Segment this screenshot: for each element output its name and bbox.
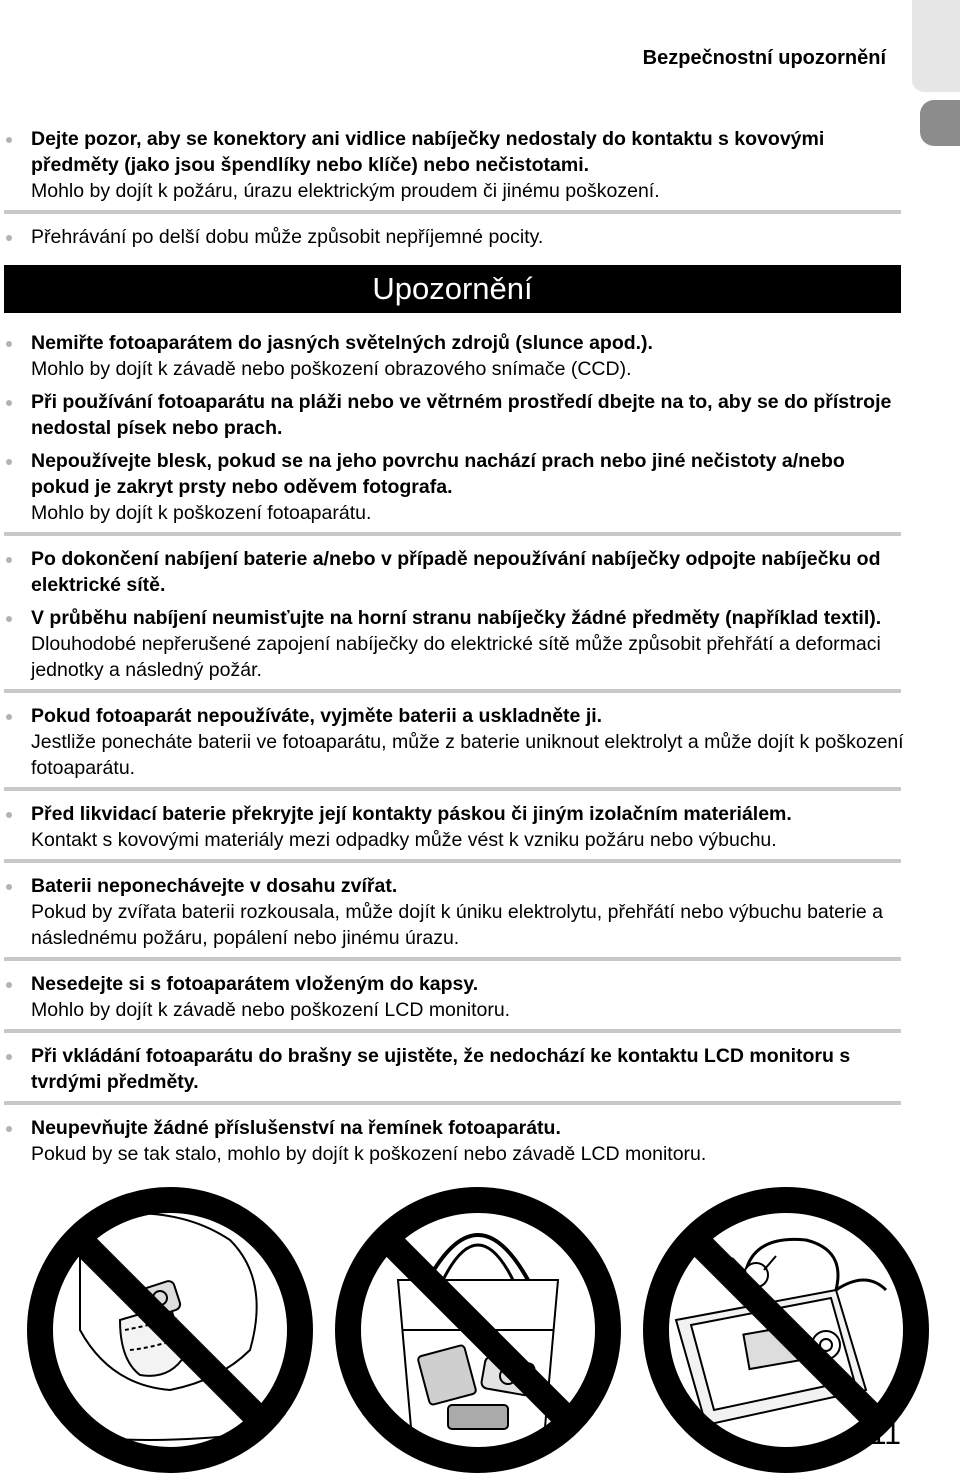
main-content	[0, 126, 905, 1167]
bullet-icon	[6, 1054, 12, 1060]
bullet-icon	[6, 616, 12, 622]
caution-item-light-sources	[0, 330, 905, 382]
item-bold-text: Nepoužívejte blesk, pokud se na jeho povrchu nachází prach nebo jiné nečistoty a/nebo pokud je zakryt prsty nebo oděvem fotografa.	[31, 450, 845, 498]
item-normal-text: Mohlo by dojít k požáru, úrazu elektrickým proudem či jinému poškození.	[31, 180, 660, 202]
item-bold-text: Po dokončení nabíjení baterie a/nebo v případě nepoužívání nabíječky odpojte nabíječku od elektrické sítě.	[31, 548, 881, 596]
item-bold-text: Nemiřte fotoaparátem do jasných světelných zdrojů (slunce apod.).	[31, 332, 653, 354]
divider	[4, 957, 901, 961]
item-bold-text: Pokud fotoaparát nepoužíváte, vyjměte baterii a uskladněte ji.	[31, 705, 603, 727]
warning-item-playback	[0, 224, 905, 250]
page-number: 11	[869, 1418, 901, 1451]
spacer	[0, 441, 905, 448]
item-normal-text: Přehrávání po delší dobu může způsobit nepříjemné pocity.	[31, 226, 544, 248]
item-normal-text: Dlouhodobé nepřerušené zapojení nabíječky do elektrické sítě může způsobit přehřátí a deformaci jednotky a následný požár.	[31, 633, 881, 681]
bullet-icon	[6, 557, 12, 563]
section-header-title: Bezpečnostní upozornění	[642, 47, 886, 69]
divider	[4, 532, 901, 536]
item-bold-text: Neupevňujte žádné příslušenství na řemínek fotoaparátu.	[31, 1117, 561, 1139]
item-bold-text: Nesedejte si s fotoaparátem vloženým do kapsy.	[31, 973, 479, 995]
divider	[4, 1101, 901, 1105]
item-normal-text: Mohlo by dojít k závadě nebo poškození LCD monitoru.	[31, 999, 511, 1021]
item-normal-text: Mohlo by dojít k poškození fotoaparátu.	[31, 502, 372, 524]
divider	[4, 1029, 901, 1033]
no-camera-in-pocket-icon	[20, 1180, 320, 1480]
item-normal-text: Mohlo by dojít k závadě nebo poškození obrazového snímače (CCD).	[31, 358, 632, 380]
warning-item-connectors	[0, 126, 905, 204]
item-bold-text: Baterii neponechávejte v dosahu zvířat.	[31, 875, 398, 897]
bullet-icon	[6, 1126, 12, 1132]
divider	[4, 689, 901, 693]
page-tab-top	[912, 0, 960, 92]
divider	[4, 787, 901, 791]
item-normal-text: Jestliže ponecháte baterii ve fotoaparátu, může z baterie uniknout elektrolyt a může dojít k poškození fotoaparátu.	[31, 731, 904, 779]
caution-item-animals	[0, 873, 905, 951]
bullet-icon	[6, 714, 12, 720]
caution-item-charger-top	[0, 605, 905, 683]
spacer	[0, 382, 905, 389]
chapter-tab-marker	[920, 100, 960, 146]
item-normal-text: Kontakt s kovovými materiály mezi odpadky může vést k vzniku požáru nebo výbuchu.	[31, 829, 777, 851]
item-bold-text: Při používání fotoaparátu na pláži nebo ve větrném prostředí dbejte na to, aby se do přístroje nedostal písek nebo prach.	[31, 391, 892, 439]
bullet-icon	[6, 459, 12, 465]
item-normal-text: Pokud by zvířata baterii rozkousala, může dojít k úniku elektrolytu, přehřátí nebo výbuchu baterie a následnému požáru, popálení nebo jinému úrazu.	[31, 901, 883, 949]
caution-item-flash	[0, 448, 905, 526]
divider	[4, 210, 901, 214]
item-bold-text: Dejte pozor, aby se konektory ani vidlice nabíječky nedostaly do kontaktu s kovovými předměty (jako jsou špendlíky nebo klíče) nebo nečistotami.	[31, 128, 825, 176]
caution-item-pocket	[0, 971, 905, 1023]
item-bold-text: Před likvidací baterie překryjte její kontakty páskou či jiným izolačním materiálem.	[31, 803, 792, 825]
bullet-icon	[6, 884, 12, 890]
bullet-icon	[6, 982, 12, 988]
no-camera-in-bag-with-hard-objects-icon	[328, 1180, 628, 1480]
divider	[4, 859, 901, 863]
caution-item-beach	[0, 389, 905, 441]
caution-item-battery-disposal	[0, 801, 905, 853]
bullet-icon	[6, 137, 12, 143]
item-bold-text: V průběhu nabíjení neumisťujte na horní stranu nabíječky žádné předměty (například textil).	[31, 607, 882, 629]
bullet-icon	[6, 812, 12, 818]
caution-heading-banner: Upozornění	[4, 265, 901, 313]
caution-item-remove-battery	[0, 703, 905, 781]
item-normal-text: Pokud by se tak stalo, mohlo by dojít k poškození nebo závadě LCD monitoru.	[31, 1143, 707, 1165]
bullet-icon	[6, 235, 12, 241]
item-bold-text: Při vkládání fotoaparátu do brašny se ujistěte, že nedochází ke kontaktu LCD monitoru s tvrdými předměty.	[31, 1045, 851, 1093]
spacer	[0, 598, 905, 605]
caution-item-bag	[0, 1043, 905, 1095]
caution-item-strap	[0, 1115, 905, 1167]
bullet-icon	[6, 341, 12, 347]
caution-item-unplug-charger	[0, 546, 905, 598]
bullet-icon	[6, 400, 12, 406]
